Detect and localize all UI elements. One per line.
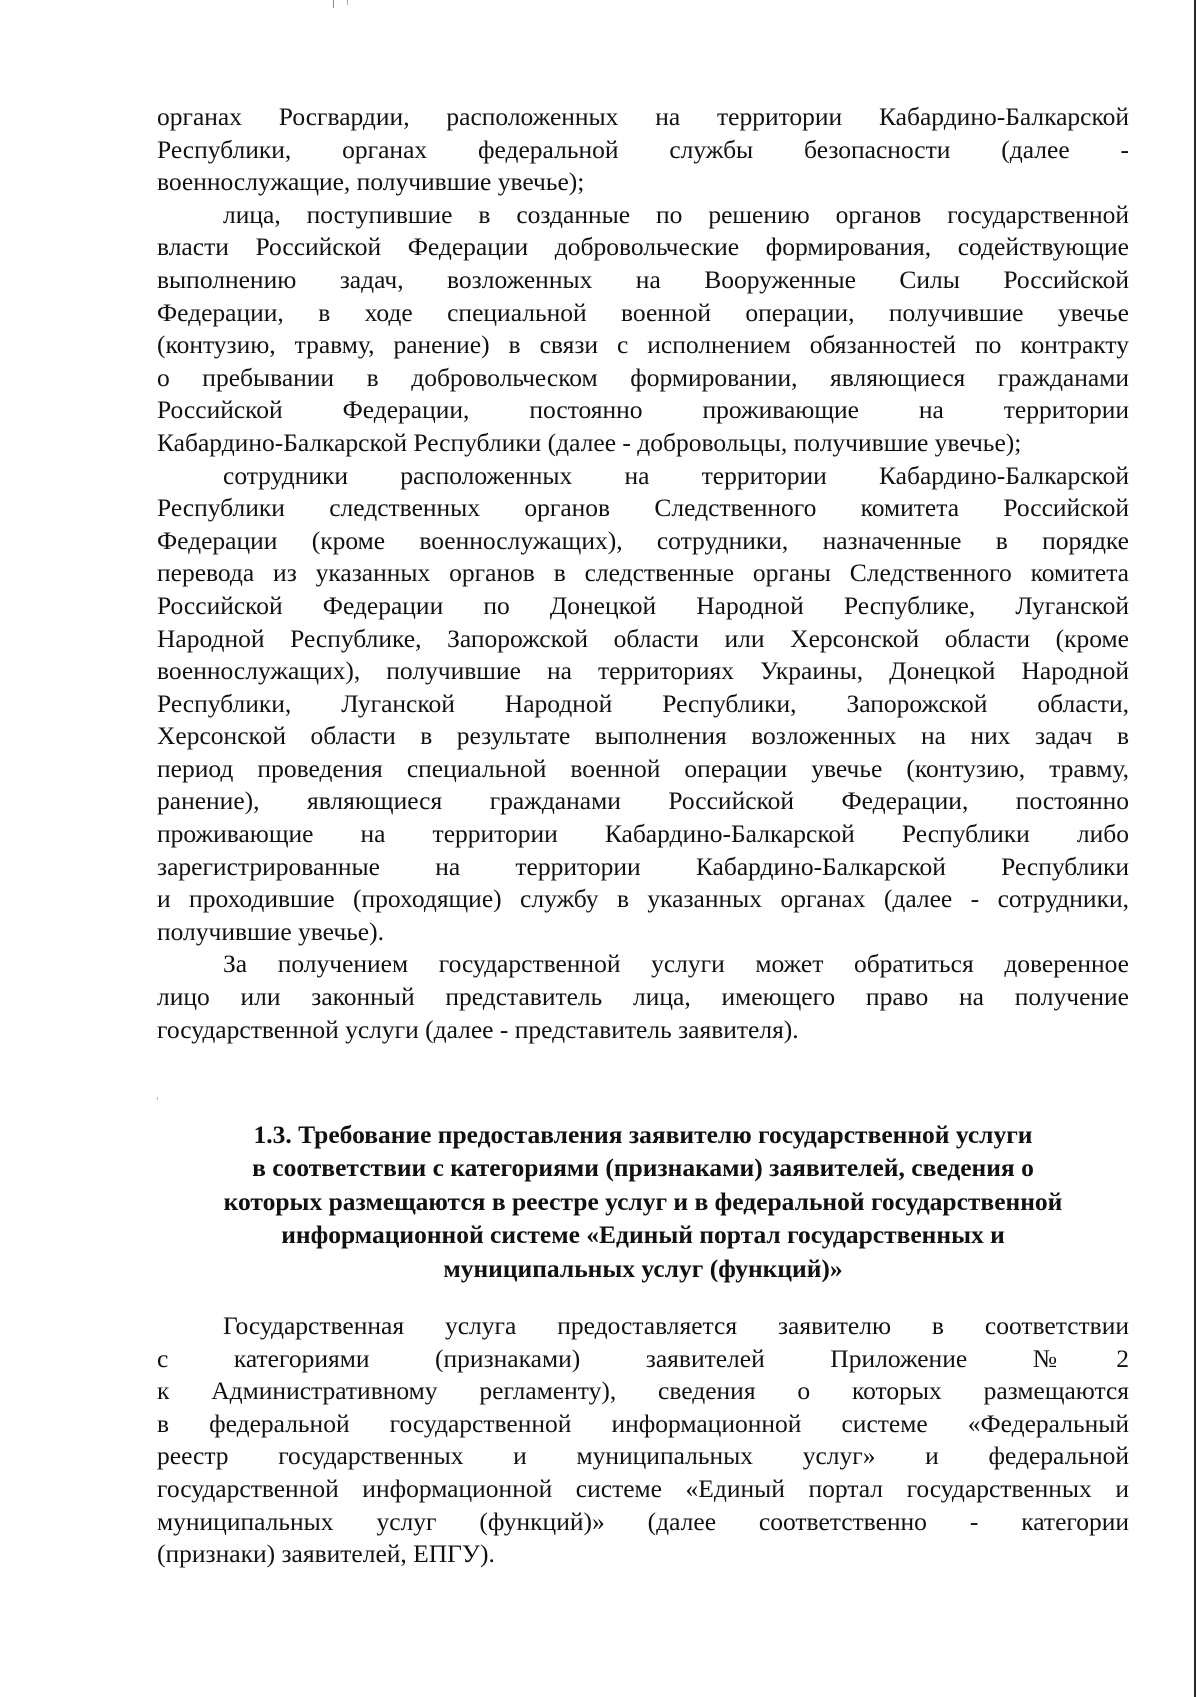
text-line: выполнению задач, возложенных на Вооруженные Силы Российской	[157, 264, 1129, 294]
section-heading	[157, 1118, 1129, 1285]
text-line: ранение), являющиеся гражданами Российской Федерации, постоянно	[157, 786, 1129, 816]
text-line: с категориями (признаками) заявителей Приложение №2	[157, 1343, 1129, 1373]
text-line: Республики, Луганской Народной Республики, Запорожской области,	[157, 688, 1129, 718]
heading-line: в соответствии с категориями (признаками) заявителей, сведения о	[252, 1153, 1034, 1183]
text-line: власти Российской Федерации добровольческие формирования, содействующие	[157, 232, 1129, 262]
scan-speck	[157, 1097, 158, 1100]
scan-mark	[333, 0, 334, 8]
text-line: лицо или законный представитель лица, имеющего право на получение	[157, 982, 1129, 1012]
text-line: Херсонской области в результате выполнения возложенных на них задач в	[157, 721, 1129, 751]
text-line: Кабардино-Балкарской Республики (далее - добровольцы, получившие увечье);	[157, 427, 1022, 457]
text-line: в федеральной государственной информационной системе «Федеральный	[157, 1408, 1129, 1438]
text-line: муниципальных услуг (функций)» (далее соответственно - категории	[157, 1506, 1129, 1536]
heading-line: которых размещаются в реестре услуг и в федеральной государственной	[223, 1186, 1063, 1216]
text-line: лица, поступившие в созданные по решению органов государственной	[223, 199, 1129, 229]
heading-line: муниципальных услуг (функций)»	[443, 1253, 843, 1283]
text-line: Федерации, в ходе специальной военной операции, получившие увечье	[157, 297, 1129, 327]
text-line: Российской Федерации, постоянно проживающие на территории	[157, 395, 1129, 425]
text-line: период проведения специальной военной операции увечье (контузию, травму,	[157, 753, 1129, 783]
scan-mark	[347, 0, 348, 5]
text-line: государственной информационной системе «Единый портал государственных и	[157, 1473, 1129, 1503]
text-line: и проходившие (проходящие) службу в указанных органах (далее - сотрудники,	[157, 884, 1129, 914]
text-line: органах Росгвардии, расположенных на территории Кабардино-Балкарской	[157, 102, 1129, 131]
service-provision-section	[157, 1310, 1129, 1571]
text-line: к Административному регламенту), сведения о которых размещаются	[157, 1376, 1129, 1406]
text-line: о пребывании в добровольческом формировании, являющиеся гражданами	[157, 362, 1129, 392]
text-line: зарегистрированные на территории Кабардино-Балкарской Республики	[157, 851, 1129, 881]
text-line: государственной услуги (далее - представитель заявителя).	[157, 1014, 799, 1044]
heading-line: информационной системе «Единый портал государственных и	[281, 1220, 1005, 1250]
text-line: реестр государственных и муниципальных услуг» и федеральной	[157, 1441, 1129, 1471]
text-line: Федерации (кроме военнослужащих), сотрудники, назначенные в порядке	[157, 525, 1129, 555]
text-line: военнослужащих), получившие на территориях Украины, Донецкой Народной	[157, 656, 1129, 686]
text-line: проживающие на территории Кабардино-Балкарской Республики либо	[157, 819, 1129, 849]
text-line: сотрудники расположенных на территории Кабардино-Балкарской	[223, 460, 1129, 490]
text-line: Республики, органах федеральной службы безопасности (далее -	[157, 134, 1129, 164]
text-line: Народной Республике, Запорожской области или Херсонской области (кроме	[157, 623, 1129, 653]
text-line: перевода из указанных органов в следственные органы Следственного комитета	[157, 558, 1129, 588]
text-line: Республики следственных органов Следственного комитета Российской	[157, 493, 1129, 523]
text-line: (признаки) заявителей, ЕПГУ).	[157, 1539, 495, 1569]
text-line: получившие увечье).	[157, 916, 384, 946]
page-edge-line	[1194, 0, 1196, 1697]
text-line: военнослужащие, получившие увечье);	[157, 167, 585, 197]
text-line: За получением государственной услуги может обратиться доверенное	[223, 949, 1129, 979]
text-line: (контузию, травму, ранение) в связи с исполнением обязанностей по контракту	[157, 330, 1129, 360]
text-line: Российской Федерации по Донецкой Народной Республике, Луганской	[157, 590, 1129, 620]
applicants-section	[157, 101, 1129, 1046]
text-line: Государственная услуга предоставляется заявителю в соответствии	[223, 1311, 1129, 1340]
heading-line: 1.3. Требование предоставления заявителю государственной услуги	[253, 1120, 1033, 1149]
